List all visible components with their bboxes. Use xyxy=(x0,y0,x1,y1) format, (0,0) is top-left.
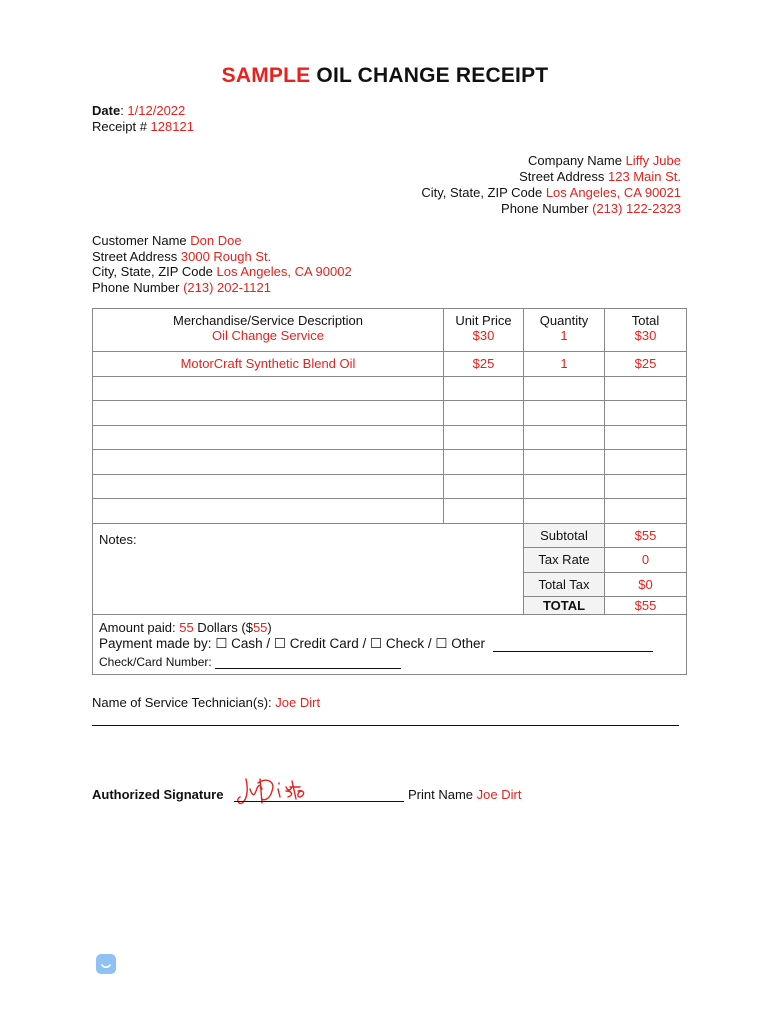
header-unit-price: Unit Price xyxy=(444,309,524,329)
company-name-line xyxy=(528,153,681,168)
company-phone: (213) 122-2323 xyxy=(592,201,681,216)
card-number-line xyxy=(99,655,401,669)
amount-words[interactable]: 55 xyxy=(179,620,194,635)
row-total[interactable] xyxy=(605,425,687,450)
table-row xyxy=(93,425,687,450)
row-quantity[interactable]: 1 xyxy=(524,328,605,352)
row-quantity[interactable] xyxy=(524,376,605,401)
print-name-label: Print Name xyxy=(408,787,477,802)
header-quantity: Quantity xyxy=(524,309,605,329)
customer-name: Don Doe xyxy=(190,233,242,248)
customer-street-label: Street Address xyxy=(92,249,181,264)
amount-end: ) xyxy=(267,620,272,635)
card-number-field[interactable] xyxy=(215,657,401,669)
company-city-label: City, State, ZIP Code xyxy=(421,185,546,200)
title-main: OIL CHANGE RECEIPT xyxy=(310,64,549,87)
row-unit-price[interactable] xyxy=(444,450,524,475)
total-tax-value[interactable]: $0 xyxy=(605,572,687,597)
date-line xyxy=(92,103,185,118)
row-quantity[interactable]: 1 xyxy=(524,352,605,377)
row-quantity[interactable] xyxy=(524,450,605,475)
receipt-title xyxy=(0,64,770,88)
row-description[interactable] xyxy=(93,450,444,475)
technician-name[interactable]: Joe Dirt xyxy=(275,695,321,710)
row-unit-price[interactable] xyxy=(444,474,524,499)
subtotal-label: Subtotal xyxy=(524,523,605,548)
customer-street: 3000 Rough St. xyxy=(180,249,272,264)
receipt-number-line xyxy=(92,119,194,134)
row-description[interactable] xyxy=(93,499,444,524)
header-description: Merchandise/Service Description xyxy=(93,309,444,329)
row-description[interactable] xyxy=(93,425,444,450)
amount-mid: Dollars ($ xyxy=(193,620,253,635)
row-total[interactable]: $30 xyxy=(605,328,687,352)
print-name-value[interactable]: Joe Dirt xyxy=(476,787,522,802)
customer-city-label: City, State, ZIP Code xyxy=(92,264,217,279)
row-unit-price[interactable] xyxy=(444,376,524,401)
company-city-line xyxy=(421,185,681,200)
tax-rate-label: Tax Rate xyxy=(524,548,605,573)
table-row xyxy=(93,499,687,524)
print-name-line xyxy=(408,787,521,802)
row-total[interactable] xyxy=(605,499,687,524)
tax-rate-value[interactable]: 0 xyxy=(605,548,687,573)
customer-phone: (213) 202-1121 xyxy=(183,280,271,295)
date-label: Date xyxy=(92,103,121,118)
date-sep: : xyxy=(120,103,128,118)
app-logo-icon[interactable] xyxy=(96,954,116,974)
technician-label: Name of Service Technician(s): xyxy=(92,695,276,710)
notes-label: Notes: xyxy=(99,531,137,547)
row-unit-price[interactable]: $30 xyxy=(444,328,524,352)
total-tax-label: Total Tax xyxy=(524,572,605,597)
payment-method-line xyxy=(99,636,653,652)
row-unit-price[interactable]: $25 xyxy=(444,352,524,377)
table-row xyxy=(93,328,687,352)
card-number-label: Check/Card Number: xyxy=(99,655,212,669)
table-row xyxy=(93,352,687,377)
total-value[interactable]: $55 xyxy=(605,597,687,615)
row-unit-price[interactable] xyxy=(444,401,524,426)
company-street-label: Street Address xyxy=(519,169,608,184)
table-header-row xyxy=(93,309,687,329)
row-description[interactable]: MotorCraft Synthetic Blend Oil xyxy=(93,352,444,377)
row-description[interactable] xyxy=(93,474,444,499)
table-row xyxy=(93,474,687,499)
smile-icon xyxy=(96,954,116,974)
row-quantity[interactable] xyxy=(524,499,605,524)
title-sample: SAMPLE xyxy=(221,64,311,87)
technician-line xyxy=(92,695,320,710)
items-table xyxy=(92,308,687,615)
table-row xyxy=(93,376,687,401)
notes-area[interactable] xyxy=(93,523,524,615)
row-total[interactable] xyxy=(605,401,687,426)
row-description[interactable]: Oil Change Service xyxy=(93,328,444,352)
subtotal-value[interactable]: $55 xyxy=(605,523,687,548)
receipt-label: Receipt # xyxy=(92,119,151,134)
payment-box xyxy=(92,614,687,675)
header-total: Total xyxy=(605,309,687,329)
row-description[interactable] xyxy=(93,401,444,426)
row-total[interactable]: $25 xyxy=(605,352,687,377)
row-total[interactable] xyxy=(605,450,687,475)
receipt-value: 128121 xyxy=(150,119,194,134)
row-description[interactable] xyxy=(93,376,444,401)
table-row xyxy=(93,401,687,426)
company-city: Los Angeles, CA 90021 xyxy=(545,185,681,200)
table-row xyxy=(93,450,687,475)
customer-phone-label: Phone Number xyxy=(92,280,184,295)
subtotal-row xyxy=(93,523,687,548)
row-total[interactable] xyxy=(605,376,687,401)
amount-paid-line xyxy=(99,620,272,635)
signature-label: Authorized Signature xyxy=(92,787,224,802)
customer-name-line xyxy=(92,233,242,248)
row-total[interactable] xyxy=(605,474,687,499)
company-street: 123 Main St. xyxy=(608,169,681,184)
total-label: TOTAL xyxy=(524,597,605,615)
row-quantity[interactable] xyxy=(524,401,605,426)
customer-city-line xyxy=(92,264,352,279)
customer-name-label: Customer Name xyxy=(92,233,191,248)
amount-value[interactable]: 55 xyxy=(252,620,268,635)
payment-method-label: Payment made by: xyxy=(99,636,216,651)
row-quantity[interactable] xyxy=(524,474,605,499)
customer-street-line xyxy=(92,249,271,264)
row-unit-price[interactable] xyxy=(444,499,524,524)
row-quantity[interactable] xyxy=(524,425,605,450)
company-name: Liffy Jube xyxy=(625,153,681,168)
technician-underline xyxy=(92,725,679,726)
amount-prefix: Amount paid: xyxy=(99,620,180,635)
company-street-line xyxy=(519,169,681,184)
company-name-label: Company Name xyxy=(528,153,626,168)
customer-city: Los Angeles, CA 90002 xyxy=(216,264,352,279)
date-value: 1/12/2022 xyxy=(127,103,186,118)
customer-phone-line xyxy=(92,280,271,295)
payment-method-options[interactable]: ☐ Cash / ☐ Credit Card / ☐ Check / ☐ Other xyxy=(215,636,486,651)
company-phone-label: Phone Number xyxy=(501,201,593,216)
signature-underline xyxy=(234,801,404,802)
row-unit-price[interactable] xyxy=(444,425,524,450)
other-field[interactable] xyxy=(493,639,653,652)
company-phone-line xyxy=(501,201,681,216)
